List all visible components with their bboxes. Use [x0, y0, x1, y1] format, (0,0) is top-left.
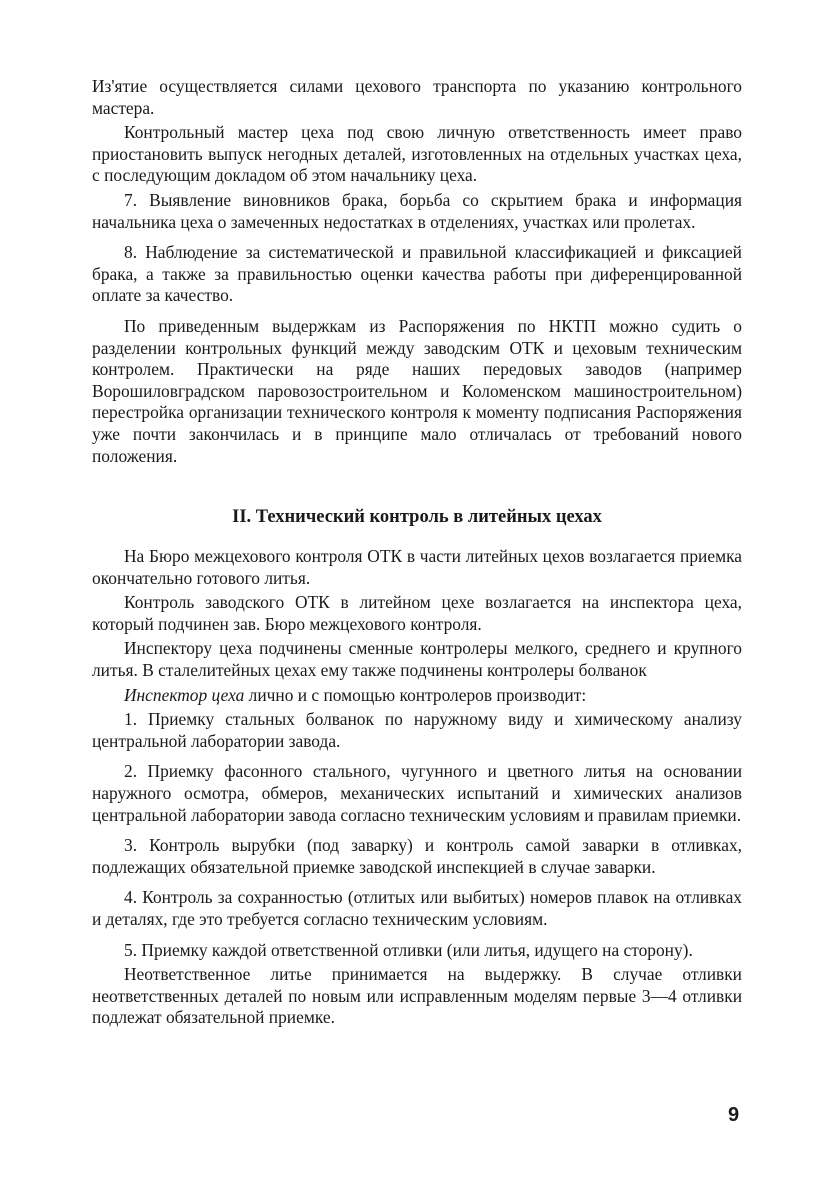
list-item: 4. Контроль за сохранностью (отлитых или выбитых) номеров плавок на отливках и деталях, где это требуется согласно техническим условиям.	[92, 887, 742, 929]
list-item: 3. Контроль вырубки (под заварку) и контроль самой заварки в отливках, подлежащих обязательной приемке заводской инспекцией в случае заварки.	[92, 835, 742, 877]
section-one	[92, 76, 742, 467]
paragraph: Контрольный мастер цеха под свою личную ответственность имеет право приостановить выпуск негодных деталей, изготовленных на отдельных участках цеха, с последующим докладом об этом начальнику цеха.	[92, 122, 742, 186]
page-number: 9	[728, 1104, 740, 1126]
list-item: 1. Приемку стальных болванок по наружному виду и химическому анализу центральной лаборатории завода.	[92, 709, 742, 751]
paragraph: Из'ятие осуществляется силами цехового транспорта по указанию контрольного мастера.	[92, 76, 742, 118]
paragraph: Инспектору цеха подчинены сменные контролеры мелкого, среднего и крупного литья. В сталелитейных цехах ему также подчинены контролеры болванок	[92, 638, 742, 680]
section-two	[92, 546, 742, 1029]
list-item: 5. Приемку каждой ответственной отливки (или литья, идущего на сторону).	[124, 939, 693, 960]
paragraph	[92, 685, 742, 707]
paragraph: Неответственное литье принимается на выдержку. В случае отливки неответственных деталей по новым или исправленным моделям первые 3—4 отливки подлежат обязательной приемке.	[92, 964, 742, 1028]
paragraph: По приведенным выдержкам из Распоряжения по НКТП можно судить о разделении контрольных функций между заводским ОТК и цеховым техническим контролем. Практически на ряде наших передовых заводов (например Ворошиловградском паровозостроительном и Коломенском машиностроительном) перестройка организации технического контроля к моменту подписания Распоряжения уже почти закончилась и в принципе мало отличалась от требований нового положения.	[92, 315, 742, 466]
paragraph: Контроль заводского ОТК в литейном цехе возлагается на инспектора цеха, который подчинен зав. Бюро межцехового контроля.	[92, 592, 742, 634]
list-item: 2. Приемку фасонного стального, чугунного и цветного литья на основании наружного осмотра, обмеров, механических испытаний и химических анализов центральной лаборатории завода согласно техническим условиям и правилам приемки.	[92, 761, 742, 825]
italic-term: Инспектор цеха	[124, 684, 245, 705]
paragraph-rest: лично и с помощью контролеров производит:	[244, 684, 587, 705]
paragraph: 7. Выявление виновников брака, борьба со скрытием брака и информация начальника цеха о замеченных недостатках в отделениях, участках или пролетах.	[92, 189, 742, 232]
paragraph: На Бюро межцехового контроля ОТК в части литейных цехов возлагается приемка окончательно готового литья.	[92, 546, 742, 588]
section-heading: II. Технический контроль в литейных цехах	[232, 507, 602, 527]
paragraph: 8. Наблюдение за систематической и правильной классификацией и фиксацией брака, а также за правильностью оценки качества работы при диференцированной оплате за качество.	[92, 242, 742, 306]
